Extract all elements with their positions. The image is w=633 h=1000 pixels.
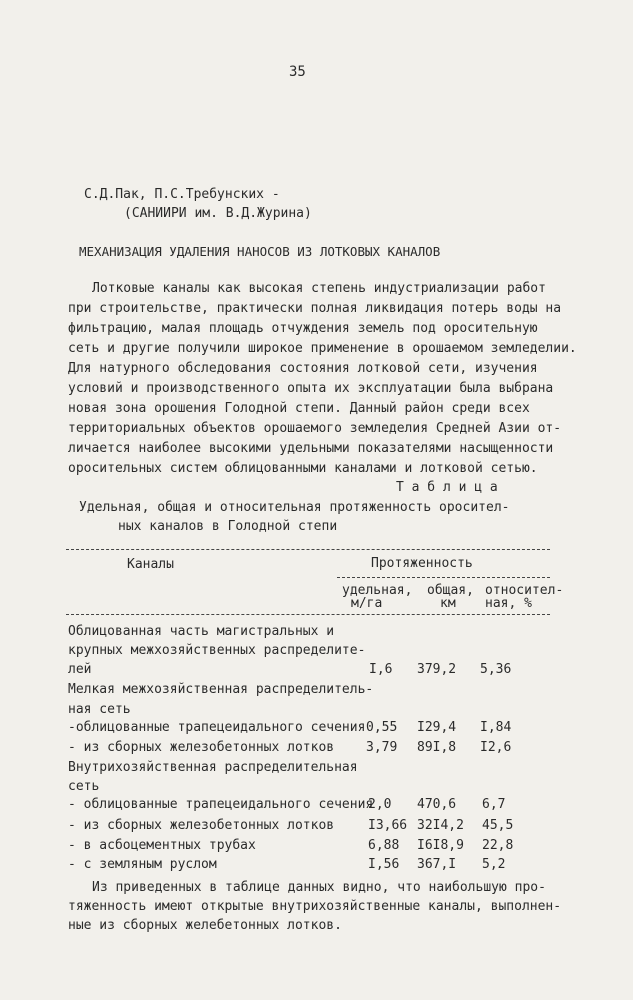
cell-relative: I2,6	[480, 740, 512, 755]
affiliation: (САНИИРИ им. В.Д.Журина)	[124, 206, 312, 221]
body-line: личается наиболее высокими удельными показателями насыщенности	[68, 441, 554, 456]
body-line: условий и производственного опыта их эксплуатации была выбрана	[68, 381, 554, 396]
authors: С.Д.Пак, П.С.Требунских -	[84, 187, 280, 202]
body-line: Лотковые каналы как высокая степень индустриализации работ	[92, 281, 546, 296]
body-line: территориальных объектов орошаемого земледелия Средней Азии от-	[68, 421, 562, 436]
table-caption-line: ных каналов в Голодной степи	[118, 519, 338, 534]
table-row: - из сборных железобетонных лотков	[68, 818, 335, 833]
cell-relative: 6,7	[482, 797, 506, 812]
cell-specific: I3,66	[368, 818, 408, 833]
table-row: - с земляным руслом	[68, 857, 217, 872]
body-line: оросительных систем облицованными каналами и лотковой сетью.	[68, 461, 538, 476]
header-specific: удельная,	[342, 583, 413, 598]
header-channels: Каналы	[127, 557, 174, 572]
header-length: Протяженность	[371, 556, 473, 571]
body-line: новая зона орошения Голодной степи. Данный район среди всех	[68, 401, 530, 416]
cell-specific: 6,88	[368, 838, 400, 853]
table-row: Внутрихозяйственная распределительная	[68, 760, 358, 775]
table-row: Мелкая межхозяйственная распределитель-	[68, 682, 374, 697]
header-total-unit: км	[440, 596, 456, 611]
table-row: - из сборных железобетонных лотков	[68, 740, 335, 755]
closing-line: тяженность имеют открытые внутрихозяйственные каналы, выполнен-	[68, 899, 562, 914]
cell-relative: 5,2	[482, 857, 506, 872]
cell-relative: 45,5	[482, 818, 514, 833]
cell-total: I29,4	[417, 720, 457, 735]
header-relative: относител-	[485, 583, 564, 598]
table-row: -облицованные трапецеидального сечения	[68, 720, 366, 735]
closing-line: Из приведенных в таблице данных видно, что наибольшую про-	[92, 880, 546, 895]
table-row: - облицованные трапецеидального сечения	[68, 797, 374, 812]
table-header-bottom-rule	[66, 614, 550, 615]
cell-relative: 5,36	[480, 662, 512, 677]
table-row: - в асбоцементных трубах	[68, 838, 256, 853]
page-number: 35	[289, 64, 306, 80]
header-relative-unit: ная, %	[485, 596, 532, 611]
table-row: сеть	[68, 779, 100, 794]
body-line: сеть и другие получили широкое применение в орошаемом земледелии.	[68, 341, 577, 356]
body-line: Для натурного обследования состояния лотковой сети, изучения	[68, 361, 538, 376]
cell-relative: 22,8	[482, 838, 514, 853]
table-length-rule	[337, 577, 550, 578]
table-caption-line: Удельная, общая и относительная протяженность оросител-	[79, 500, 510, 515]
cell-total: 89I,8	[417, 740, 457, 755]
cell-total: 367,I	[417, 857, 457, 872]
table-row: лей	[68, 662, 92, 677]
cell-specific: I,56	[368, 857, 400, 872]
cell-relative: I,84	[480, 720, 512, 735]
cell-total: 379,2	[417, 662, 457, 677]
header-specific-unit: м/га	[351, 596, 383, 611]
table-top-rule	[66, 549, 550, 550]
body-line: фильтрацию, малая площадь отчуждения земель под оросительную	[68, 321, 538, 336]
cell-specific: I,6	[369, 662, 393, 677]
cell-specific: 3,79	[366, 740, 398, 755]
cell-total: 32I4,2	[417, 818, 464, 833]
table-row: ная сеть	[68, 702, 131, 717]
table-label: Т а б л и ц а	[396, 480, 498, 495]
cell-specific: 2,0	[368, 797, 392, 812]
table-row: Облицованная часть магистральных и	[68, 624, 335, 639]
closing-line: ные из сборных желебетонных лотков.	[68, 918, 342, 933]
cell-total: 470,6	[417, 797, 457, 812]
table-row: крупных межхозяйственных распределите-	[68, 643, 366, 658]
header-total: общая,	[427, 583, 474, 598]
article-title: МЕХАНИЗАЦИЯ УДАЛЕНИЯ НАНОСОВ ИЗ ЛОТКОВЫХ КАНАЛОВ	[79, 244, 441, 259]
cell-specific: 0,55	[366, 720, 398, 735]
body-line: при строительстве, практически полная ликвидация потерь воды на	[68, 301, 562, 316]
cell-total: I6I8,9	[417, 838, 464, 853]
